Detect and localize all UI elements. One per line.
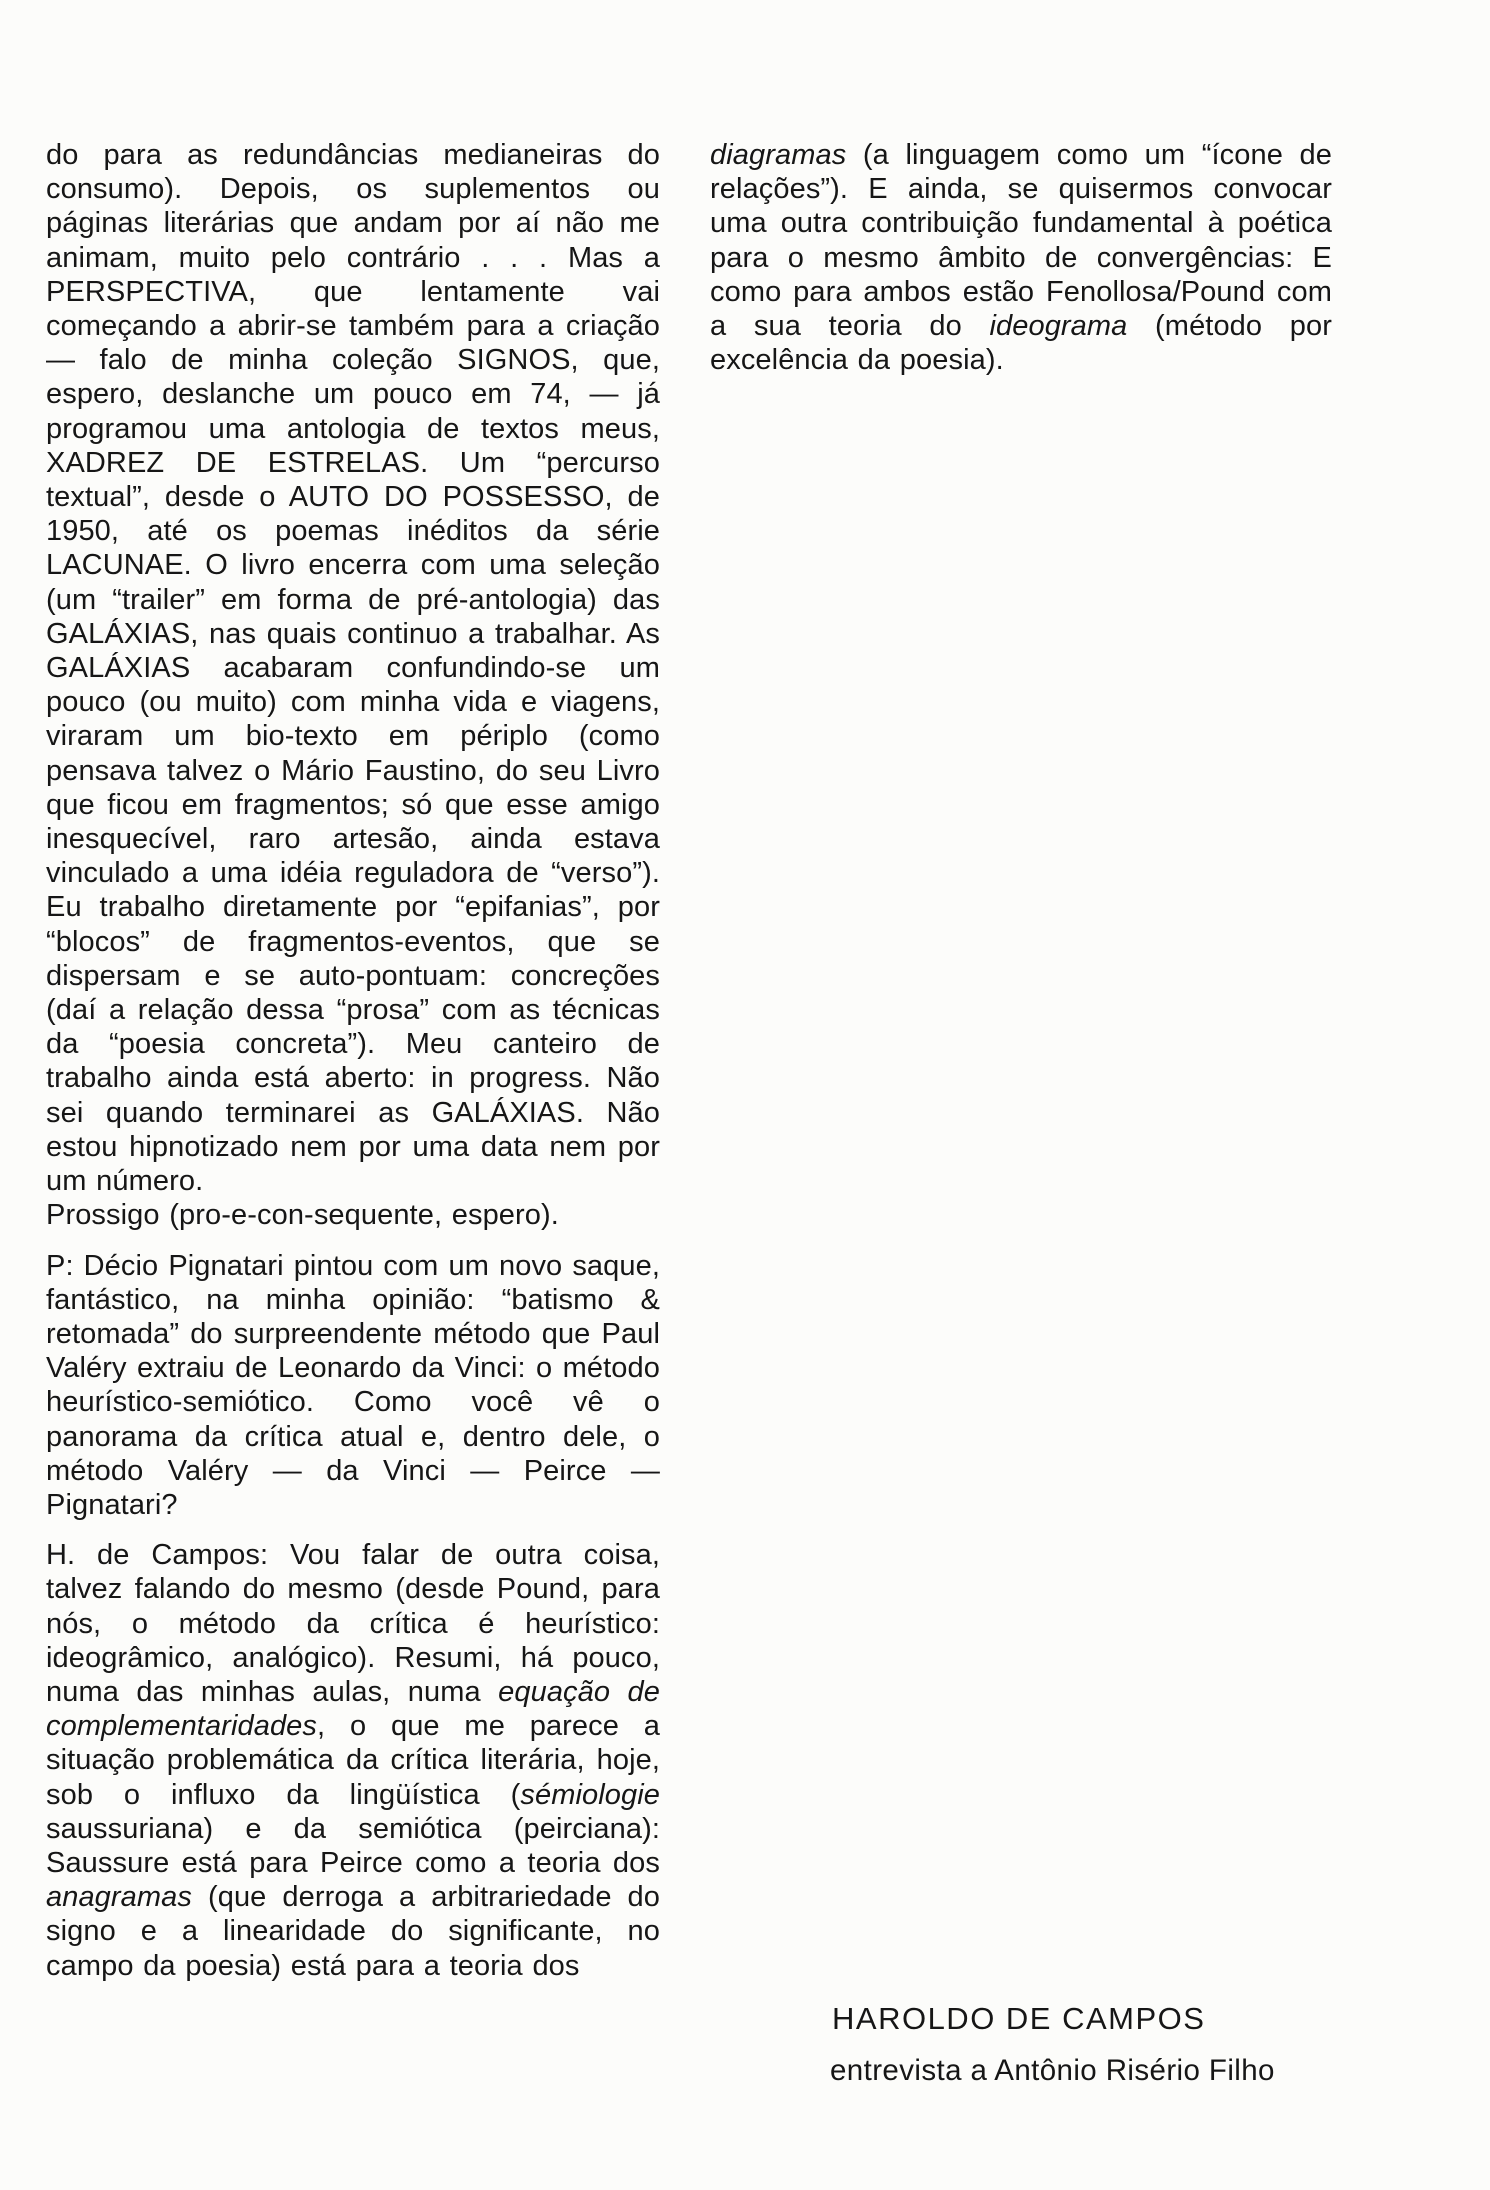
left-paragraph-4 (46, 1538, 660, 1983)
italic-text-run: equação de complementaridades (46, 1675, 660, 1743)
text-run: (a linguagem como um “ícone de relações”). E ainda, se quisermos convocar uma outra contribuição fundamental à poética para o mesmo âmbito de convergências: E como para ambos estão Fenollosa/Pound com a sua teoria do (710, 139, 1332, 343)
right-paragraph-1 (710, 138, 1332, 377)
text-run: saussuriana) e da semiótica (peirciana): Saussure está para Peirce como a teoria dos (46, 1812, 660, 1879)
italic-text-run: sémiologie (520, 1778, 660, 1811)
italic-text-run: diagramas (710, 139, 847, 171)
interview-byline: entrevista a Antônio Risério Filho (830, 2054, 1275, 2087)
left-paragraph-1 (46, 138, 660, 1198)
text-run: , o que me parece a situação problemática da crítica literária, hoje, sob o influxo da lingüística ( (46, 1710, 660, 1811)
italic-text-run: anagramas (46, 1881, 192, 1914)
left-column (46, 138, 660, 1983)
text-run: (método por excelência da poesia). (710, 310, 1332, 377)
text-run: (que derroga a arbitrariedade do signo e a linearidade do significante, no campo da poesia) está para a teoria dos (46, 1881, 660, 1982)
right-column (710, 138, 1332, 377)
italic-text-run: ideograma (989, 310, 1128, 343)
left-paragraph-2 (46, 1198, 660, 1232)
text-run: P: Décio Pignatari pintou com um novo saque, fantástico, na minha opinião: “batismo & retomada” do surpreendente método que Paul Valéry extraiu de Leonardo da Vinci: o método heurístico-semiótico. Como você vê o panorama da crítica atual e, dentro dele, o método Valéry — da Vinci — Peirce — Pignatari? (46, 1249, 660, 1521)
left-paragraph-3 (46, 1249, 660, 1523)
author-name: HAROLDO DE CAMPOS (832, 2001, 1206, 2036)
text-run: do para as redundâncias medianeiras do consumo). Depois, os suplementos ou páginas literárias que andam por aí não me animam, muito pelo contrário . . . Mas a PERSPECTIVA, que lentamente vai começando a abrir-se também para a criação — falo de minha coleção SIGNOS, que, espero, deslanche um pouco em 74, — já programou uma antologia de textos meus, XADREZ DE ESTRELAS. Um “percurso textual”, desde o AUTO DO POSSESSO, de 1950, até os poemas inéditos da série LACUNAE. O livro encerra com uma seleção (um “trailer” em forma de pré-antologia) das GALÁXIAS, nas quais continuo a trabalhar. As GALÁXIAS acabaram confundindo-se um pouco (ou muito) com minha vida e viagens, viraram um bio-texto em périplo (como pensava talvez o Mário Faustino, do seu Livro que ficou em fragmentos; só que esse amigo inesquecível, raro artesão, ainda estava vinculado a uma idéia reguladora de “verso”). Eu trabalho diretamente por “epifanias”, por “blocos” de fragmentos-eventos, que se dispersam e se auto-pontuam: concreções (daí a relação dessa “prosa” com as técnicas da “poesia concreta”). Meu canteiro de trabalho ainda está aberto: in progress. Não sei quando terminarei as GALÁXIAS. Não estou hipnotizado nem por uma data nem por um número. (46, 139, 660, 1198)
text-run: H. de Campos: Vou falar de outra coisa, talvez falando do mesmo (desde Pound, para nós, o método da crítica é heurístico: ideogrâmico, analógico). Resumi, há pouco, numa das minhas aulas, numa (46, 1539, 660, 1708)
text-run: Prossigo (pro-e-con-sequente, espero). (46, 1199, 559, 1232)
